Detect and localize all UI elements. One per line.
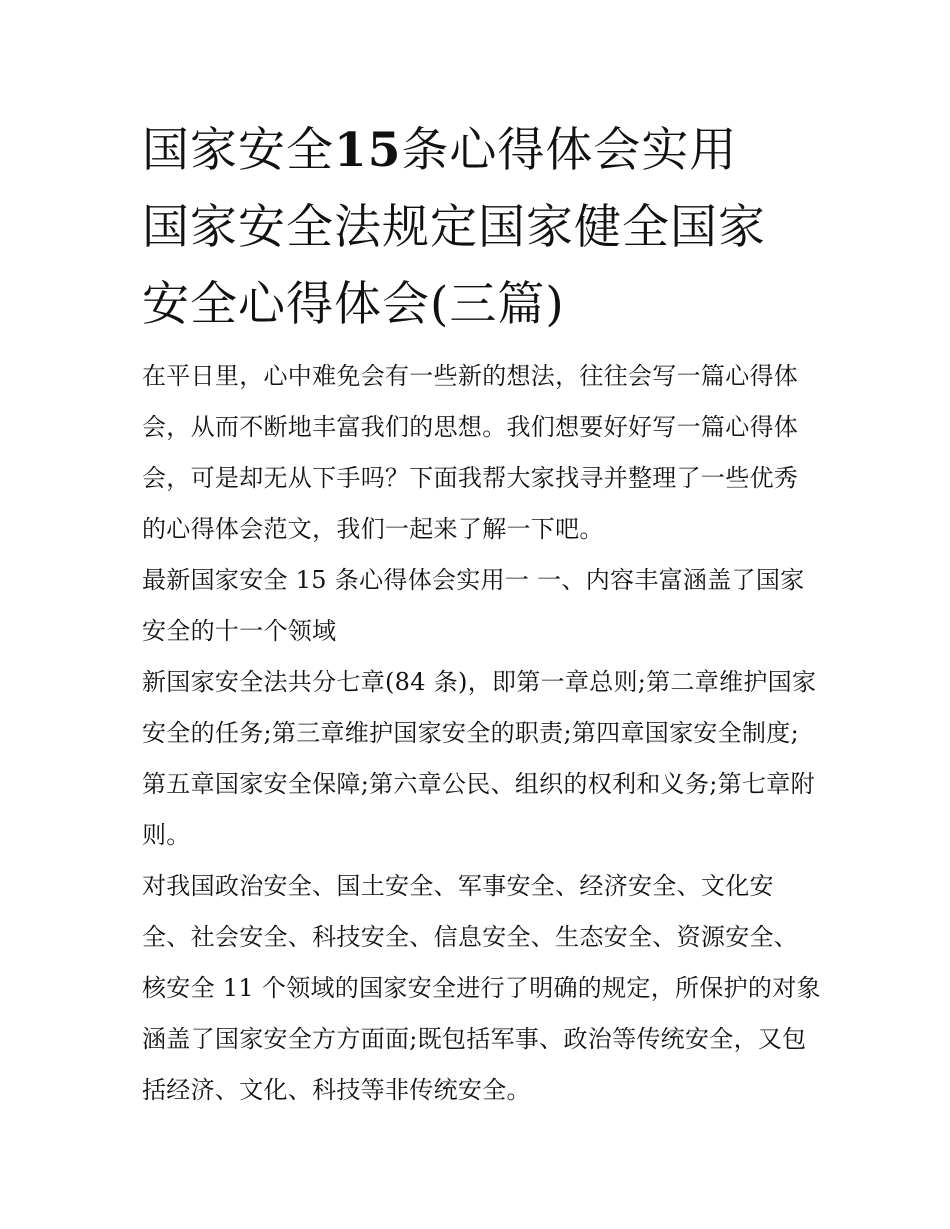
domains-paragraph: 对我国政治安全、国土安全、军事安全、经济安全、文化安全、社会安全、科技安全、信息安全、生态安全、资源安全、核安全 11 个领域的国家安全进行了明确的规定，所保护的对象涵盖了国家安全方方面面;既包括军事、政治等传统安全，又包括经济、文化、科技等非传统安全。 bbox=[142, 872, 821, 1104]
document-title bbox=[142, 112, 822, 343]
title-line-1-text-b: 条心得体会实用 bbox=[401, 123, 738, 178]
title-line-3: 安全心得体会(三篇) bbox=[142, 277, 565, 332]
chapters-paragraph: 新国家安全法共分七章(84 条)，即第一章总则;第二章维护国家安全的任务;第三章维护国家安全的职责;第四章国家安全制度;第五章国家安全保障;第六章公民、组织的权利和义务;第七章附则。 bbox=[142, 668, 817, 849]
title-line-2: 国家安全法规定国家健全国家 bbox=[142, 200, 766, 255]
title-line-1 bbox=[142, 123, 737, 178]
document-page bbox=[142, 112, 822, 1116]
title-line-1-number: 15 bbox=[334, 123, 402, 178]
intro-paragraph: 在平日里，心中难免会有一些新的想法，往往会写一篇心得体会，从而不断地丰富我们的思想。我们想要好好写一篇心得体会，可是却无从下手吗？下面我帮大家找寻并整理了一些优秀的心得体会范文，我们一起来了解一下吧。 bbox=[142, 362, 799, 543]
title-line-1-text-a: 国家安全 bbox=[142, 123, 334, 178]
section-heading-paragraph: 最新国家安全 15 条心得体会实用一 一、内容丰富涵盖了国家安全的十一个领域 bbox=[142, 566, 805, 645]
